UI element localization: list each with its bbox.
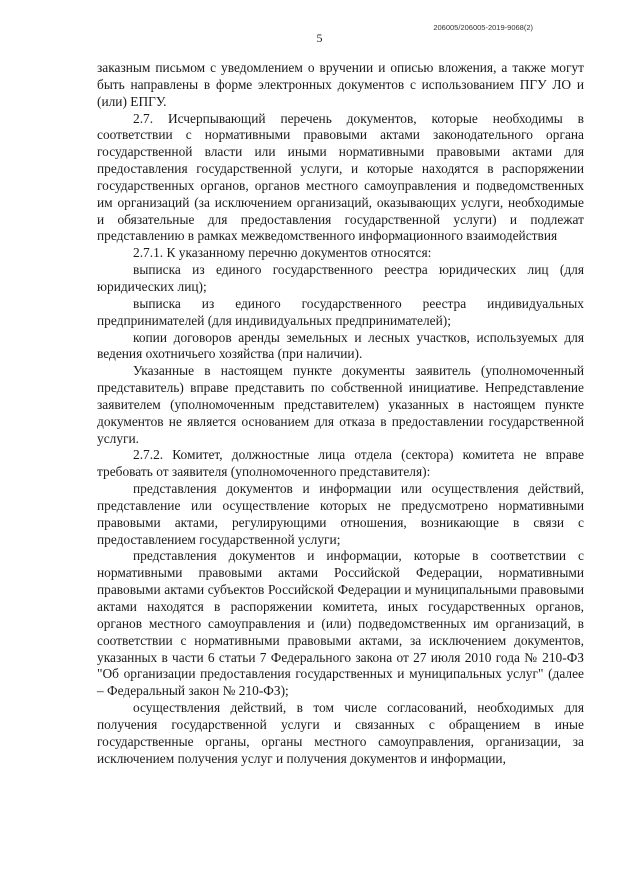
document-id: 206005/206005-2019-9068(2) <box>433 23 533 32</box>
document-body <box>97 60 584 767</box>
paragraph: копии договоров аренды земельных и лесных участков, используемых для ведения охотничьего хозяйства (при наличии). <box>97 329 584 362</box>
paragraph: 2.7.2. Комитет, должностные лица отдела (сектора) комитета не вправе требовать от заявителя (уполномоченного представителя): <box>97 447 584 480</box>
paragraph: осуществления действий, в том числе согласований, необходимых для получения государственной услуги и связанных с обращением в иные государственные органы, органы местного самоуправления, организации, за исключением получения услуг и получения документов и информации, <box>97 700 584 766</box>
paragraph: 2.7. Исчерпывающий перечень документов, которые необходимы в соответствии с нормативными правовыми актами законодательного органа государственной власти или иными нормативными правовыми актами для предоставления государственной услуги, и которые находятся в распоряжении государственных органов, органов местного самоуправления и подведомственных им организаций (за исключением организаций, оказывающих услуги, необходимые и обязательные для предоставления государственной услуги) и подлежат представлению в рамках межведомственного информационного взаимодействия <box>97 110 584 244</box>
paragraph: выписка из единого государственного реестра юридических лиц (для юридических лиц); <box>97 262 584 294</box>
paragraph: представления документов и информации, которые в соответствии с нормативными правовыми актами Российской Федерации, нормативными правовыми актами субъектов Российской Федерации и муниципальными правовыми актами находятся в распоряжении комитета, иных государственных органов, органов местного самоуправления и (или) подведомственных им организаций, в соответствии с нормативными правовыми актами, за исключением документов, указанных в части 6 статьи 7 Федерального закона от 27 июля 2010 года № 210-ФЗ "Об организации предоставления государственных и муниципальных услуг" (далее – Федеральный закон № 210-ФЗ); <box>97 548 584 699</box>
page-number: 5 <box>316 31 323 45</box>
paragraph: представления документов и информации или осуществления действий, представление или осуществление которых не предусмотрено нормативными правовыми актами, регулирующими отношения, возникающие в связи с предоставлением государственной услуги; <box>97 481 584 547</box>
paragraph: заказным письмом с уведомлением о вручении и описью вложения, а также могут быть направлены в форме электронных документов с использованием ПГУ ЛО и (или) ЕПГУ. <box>97 60 584 109</box>
paragraph: выписка из единого государственного реестра индивидуальных предпринимателей (для индивидуальных предпринимателей); <box>97 295 584 328</box>
paragraph: 2.7.1. К указанному перечню документов относятся: <box>133 245 432 261</box>
paragraph: Указанные в настоящем пункте документы заявитель (уполномоченный представитель) вправе представить по собственной инициативе. Непредставление заявителем (уполномоченным представителем) указанных в настоящем пункте документов не является основанием для отказа в предоставлении государственной услуги. <box>97 363 584 446</box>
